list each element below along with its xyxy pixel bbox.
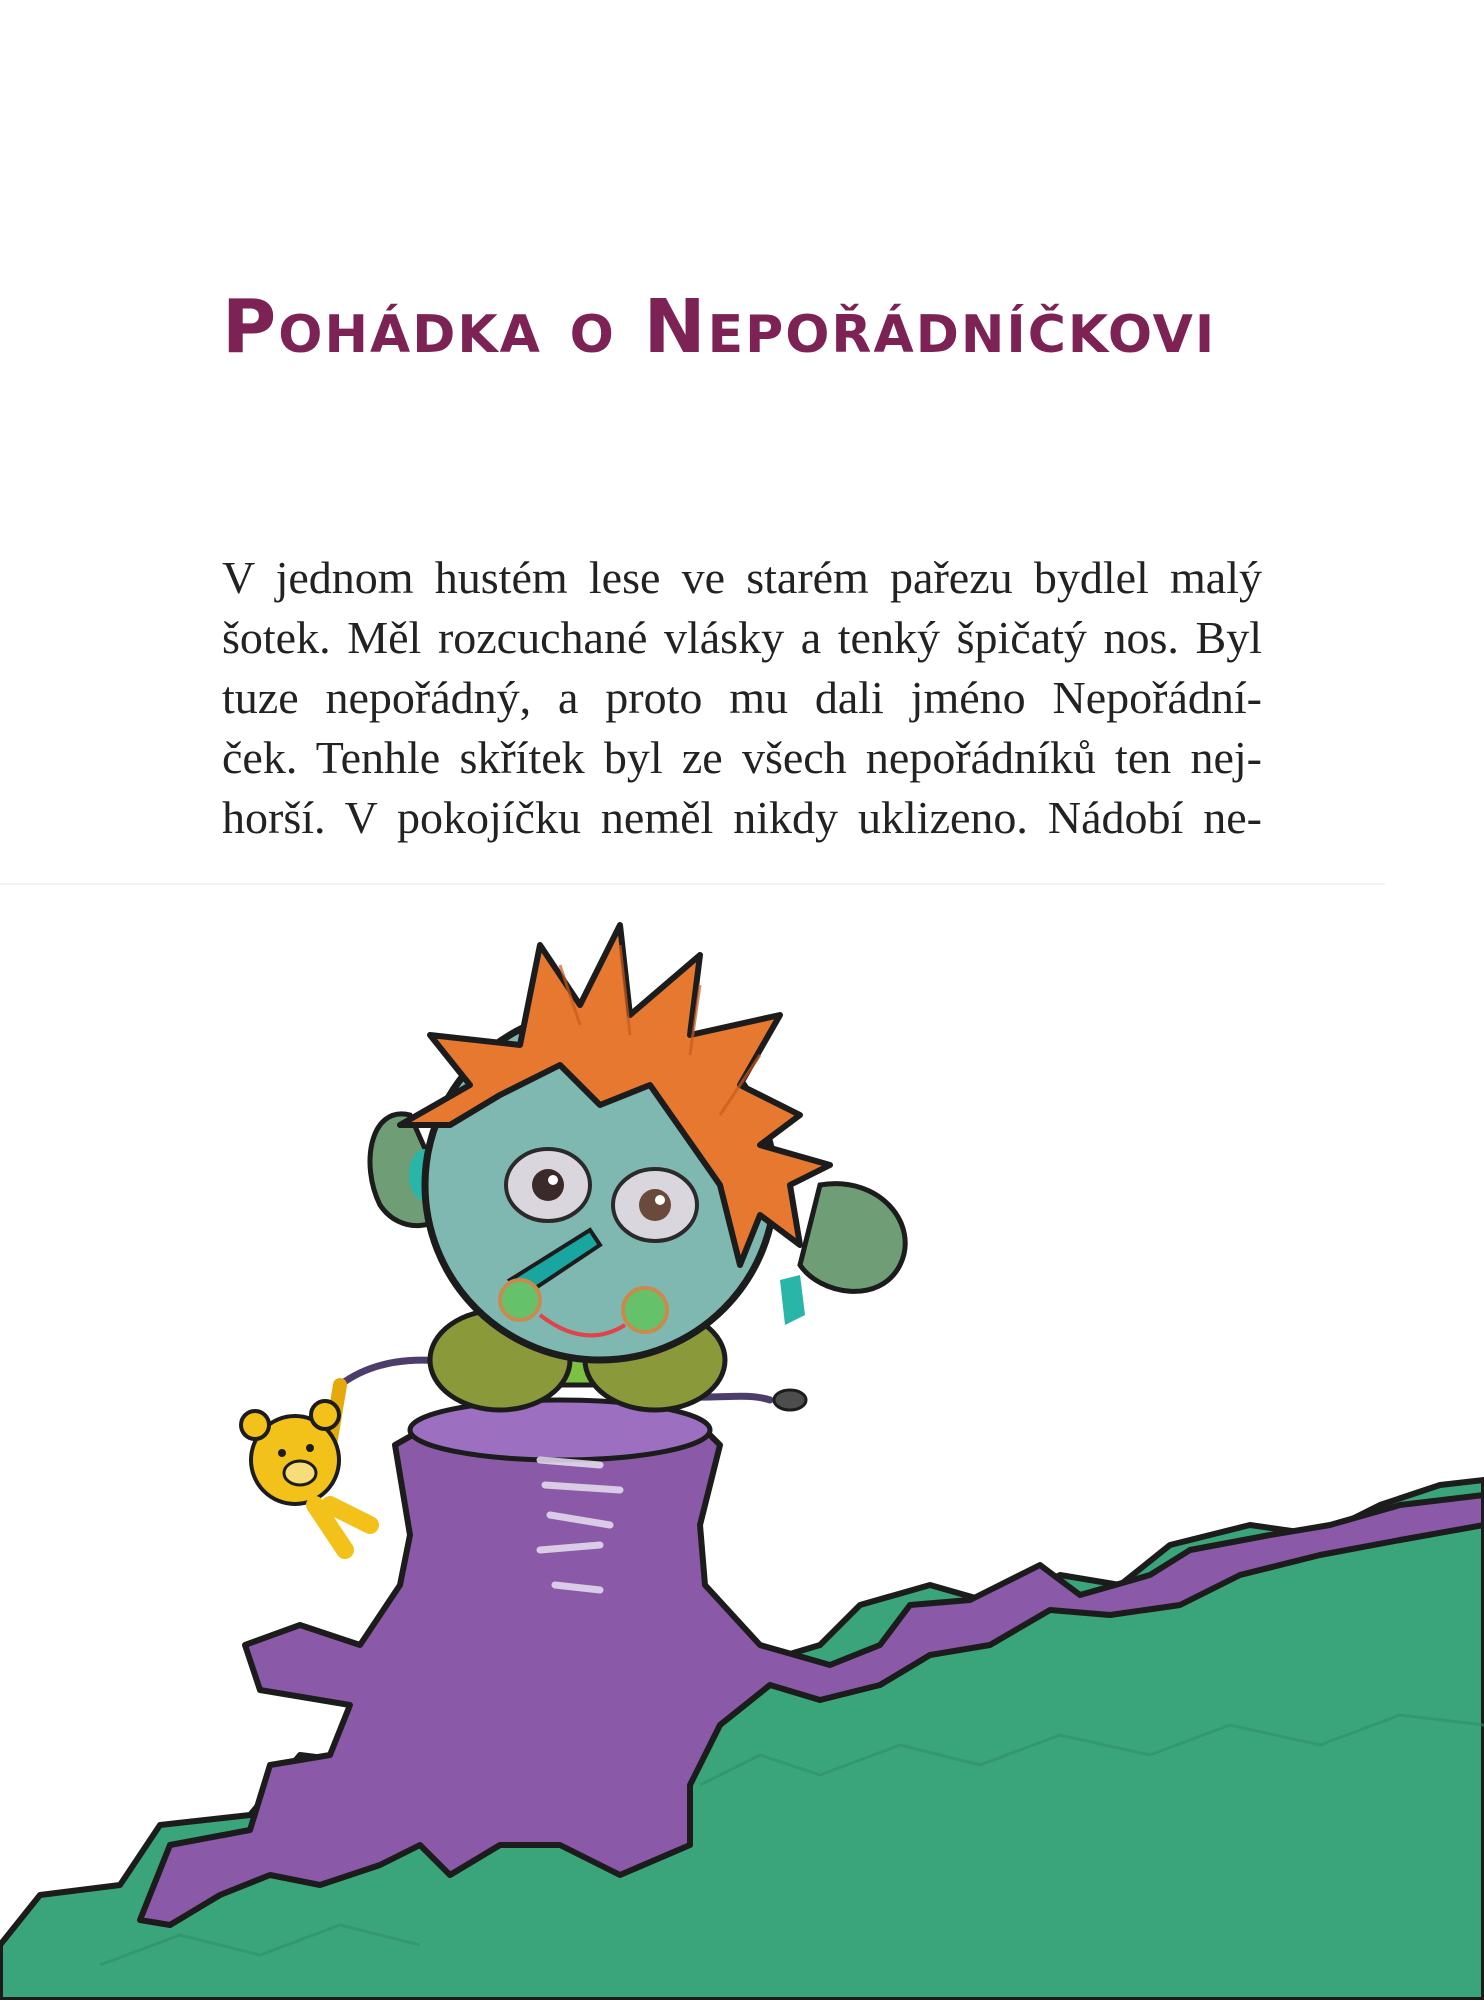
story-body [222,548,1262,848]
story-line-4: ček. Tenhle skřítek byl ze všech nepořádníků ten nej- [222,732,1262,783]
story-line-1: V jednom hustém lese ve starém pařezu bydlel malý [222,552,1262,603]
story-line-2: šotek. Měl rozcuchané vlásky a tenký špičatý nos. Byl [222,612,1262,663]
goblin-illustration [0,885,1484,2000]
teddy-bear [241,1385,370,1550]
story-line-3: tuze nepořádný, a proto mu dali jméno Nepořádní- [222,672,1262,723]
story-line-5: horší. V pokojíčku neměl nikdy uklizeno. Nádobí ne- [222,792,1262,843]
story-title: Pohádka o Nepořádníčkovi [222,284,1217,370]
